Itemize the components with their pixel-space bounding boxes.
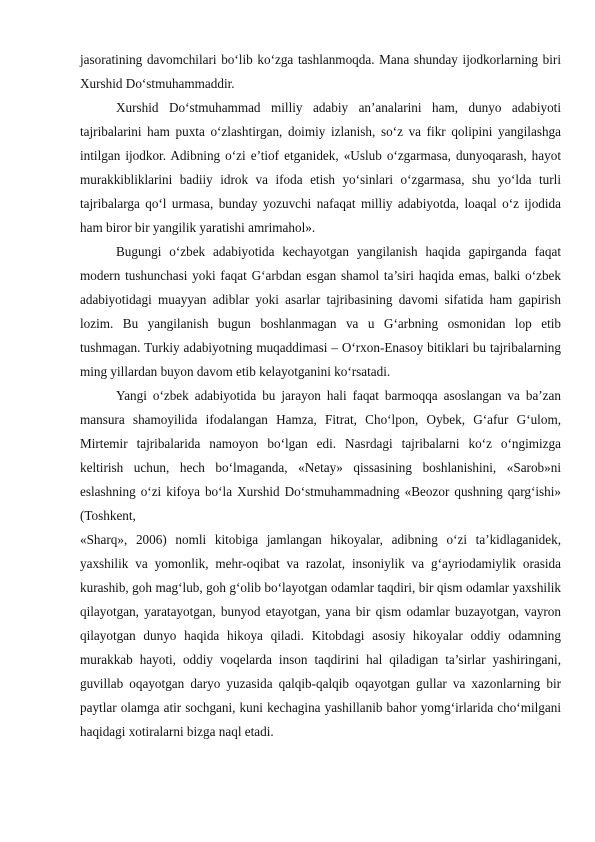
paragraph-xurshid-intro: Xurshid Do‘stmuhammad milliy adabiy an’analarini ham, dunyo adabiyoti tajribalarini ham puxta o‘zlashtirgan, doimiy izlanish, so‘z va fikr qolipini yangilashga intilgan ijodkor. Adibning o‘zi e’tiof etganidek, «Uslub o‘zgarmasa, dunyoqarash, hayot murakkibliklarini badiiy idrok va ifoda etish yo‘sinlari o‘zgarmasa, shu yo‘lda turli tajribalarga qo‘l urmasa, bunday yozuvchi nafaqat milliy adabiyotda, loaqal o‘z ijodida ham biror bir yangilik yaratishi amrimahol». bbox=[80, 100, 561, 235]
document-page bbox=[80, 48, 561, 744]
paragraph-continuation: jasoratining davomchilari bo‘lib ko‘zga tashlanmoqda. Mana shunday ijodkorlarning biri Xurshid Do‘stmuhammaddir. bbox=[80, 52, 561, 91]
paragraph-renewal: Bugungi o‘zbek adabiyotida kechayotgan yangilanish haqida gapirganda faqat modern tushunchasi yoki faqat G‘arbdan esgan shamol ta’siri haqida emas, balki o‘zbek adabiyotidagi muayyan adiblar yoki asarlar tajribasining davomi sifatida ham gapirish lozim. Bu yangilanish bugun boshlanmagan va u G‘arbning osmonidan lop etib tushmagan. Turkiy adabiyotning muqaddimasi – O‘rxon-Enasoy bitiklari bu tajribalarning ming yillardan buyon davom etib kelayotganini ko‘rsatadi. bbox=[80, 244, 561, 379]
paragraph-new-uzbek-literature: Yangi o‘zbek adabiyotida bu jarayon hali faqat barmoqqa asoslangan va ba’zan mansura shamoyilida ifodalangan Hamza, Fitrat, Cho‘lpon, Oybek, G‘afur G‘ulom, Mirtemir tajribalarida namoyon bo‘lgan edi. Nasrdagi tajribalarni ko‘z o‘ngimizga keltirish uchun, hech bo‘lmaganda, «Netay» qissasining boshlanishini, «Sarob»ni eslashning o‘zi kifoya bo‘la Xurshid Do‘stmuhammadning «Beozor qushning qarg‘ishi» (Toshkent, bbox=[80, 388, 561, 523]
paragraph-book-stories: «Sharq», 2006) nomli kitobiga jamlangan hikoyalar, adibning o‘zi ta’kidlaganidek, yaxshilik va yomonlik, mehr-oqibat va razolat, insoniylik va g‘ayriodamiylik orasida kurashib, goh mag‘lub, goh g‘olib bo‘layotgan odamlar taqdiri, bir qism odamlar yaxshilik qilayotgan, yaratayotgan, bunyod etayotgan, yana bir qism odamlar buzayotgan, vayron qilayotgan dunyo haqida hikoya qiladi. Kitobdagi asosiy hikoyalar oddiy odamning murakkab hayoti, oddiy voqelarda inson taqdirini hal qiladigan ta’sirlar yashiringani, guvillab oqayotgan daryo yuzasida qalqib-qalqib oqayotgan gullar va xazonlarning bir paytlar olamga atir sochgani, kuni kechagina yashillanib bahor yomg‘irlarida cho‘milgani haqidagi xotiralarni bizga naql etadi. bbox=[80, 532, 561, 739]
